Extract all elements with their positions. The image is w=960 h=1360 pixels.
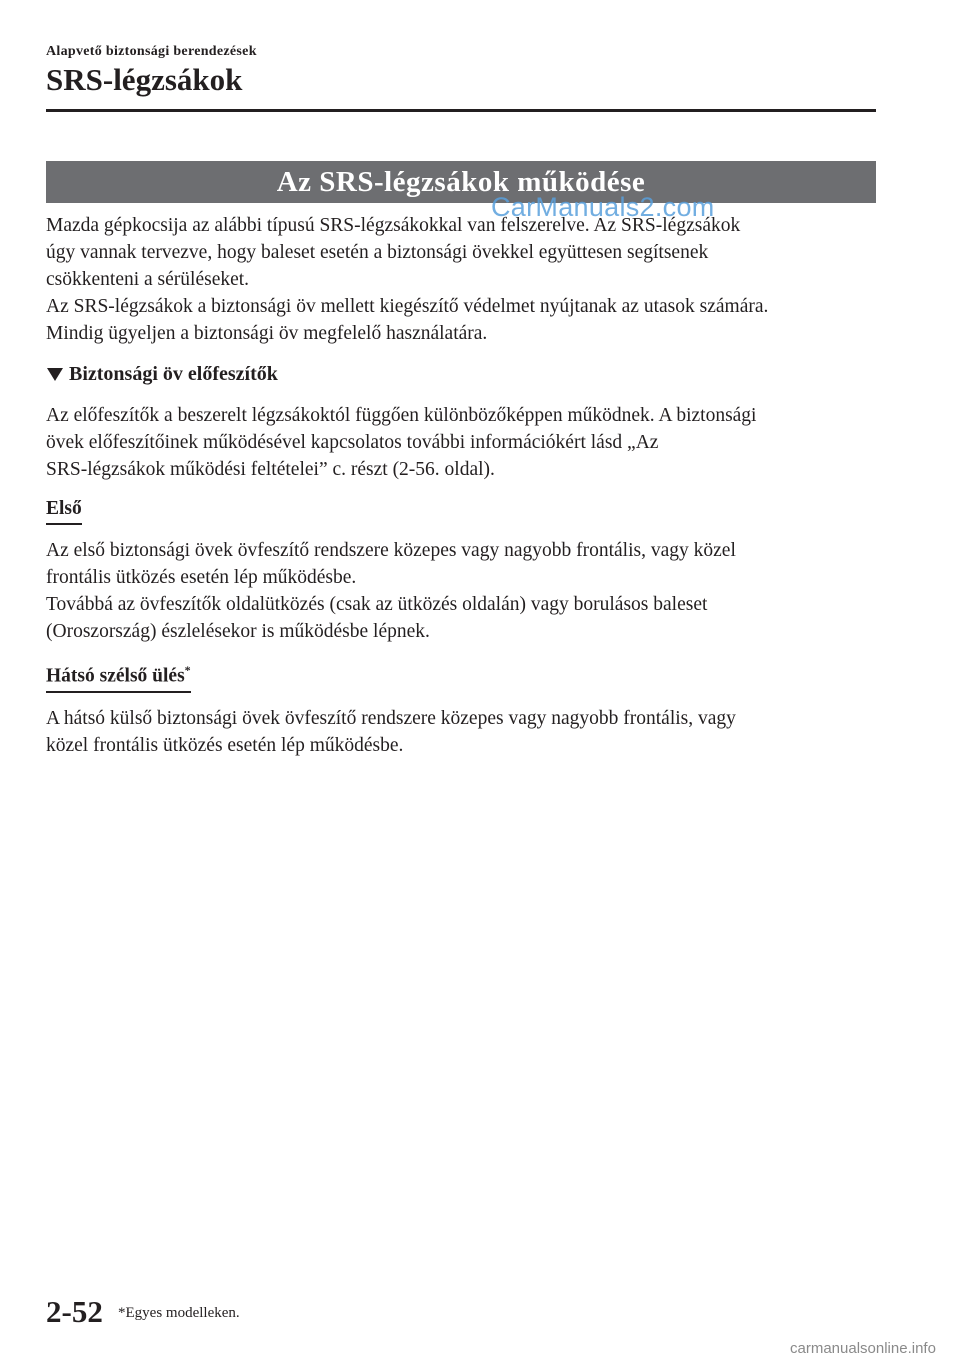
footer-url: carmanualsonline.info — [790, 1340, 936, 1357]
text-line: úgy vannak tervezve, hogy baleset esetén a biztonsági övekkel együttesen segítsenek — [46, 242, 709, 263]
front-paragraph — [46, 537, 886, 645]
text-line: A hátsó külső biztonsági övek övfeszítő rendszere közepes vagy nagyobb frontális, vagy — [46, 707, 736, 729]
footnote-marker: * — [184, 663, 191, 677]
text-line: közel frontális ütközés esetén lép működésbe. — [46, 734, 404, 756]
subsection-heading-text: Biztonsági öv előfeszítők — [69, 363, 278, 385]
breadcrumb: Alapvető biztonsági berendezések — [46, 44, 257, 59]
rear-heading — [46, 657, 191, 693]
page-title: SRS-légzsákok — [46, 62, 243, 97]
text-line: frontális ütközés esetén lép működésbe. — [46, 567, 357, 588]
text-line: Továbbá az övfeszítők oldalütközés (csak az ütközés oldalán) vagy borulásos baleset — [46, 594, 708, 615]
text-line: Az SRS-légzsákok a biztonsági öv mellett kiegészítő védelmet nyújtanak az utasok számára. — [46, 296, 769, 317]
text-line: Az előfeszítők a beszerelt légzsákoktól függően különbözőképpen működnek. A biztonsági — [46, 405, 757, 426]
pretensioner-paragraph — [46, 402, 886, 483]
text-line: SRS-légzsákok működési feltételei” c. részt (2-56. oldal). — [46, 459, 495, 480]
front-heading: Első — [46, 495, 82, 525]
text-line: Az első biztonsági övek övfeszítő rendszere közepes vagy nagyobb frontális, vagy közel — [46, 540, 736, 561]
page-number: 2-52 — [46, 1294, 103, 1329]
content — [46, 212, 886, 759]
section-banner — [46, 161, 876, 203]
intro-paragraph — [46, 212, 886, 347]
subsection-heading — [46, 361, 886, 388]
triangle-down-icon — [47, 368, 63, 381]
watermark: CarManuals2.com — [491, 192, 715, 222]
text-line: (Oroszország) észlelésekor is működésbe lépnek. — [46, 621, 430, 642]
text-line: Mazda gépkocsija az alábbi típusú SRS-légzsákokkal van felszerelve. Az SRS-légzsákok — [46, 215, 741, 236]
rear-paragraph — [46, 705, 886, 759]
section-banner-title: Az SRS-légzsákok működése — [276, 165, 646, 198]
text-line: övek előfeszítőinek működésével kapcsolatos további információkért lásd „Az — [46, 432, 659, 453]
text-line: csökkenteni a sérüléseket. — [46, 269, 250, 290]
rear-heading-text: Hátsó szélső ülés — [46, 665, 185, 687]
text-line: Mindig ügyeljen a biztonsági öv megfelelő használatára. — [46, 323, 488, 344]
footnote: *Egyes modelleken. — [118, 1305, 240, 1321]
title-rule — [46, 109, 876, 112]
